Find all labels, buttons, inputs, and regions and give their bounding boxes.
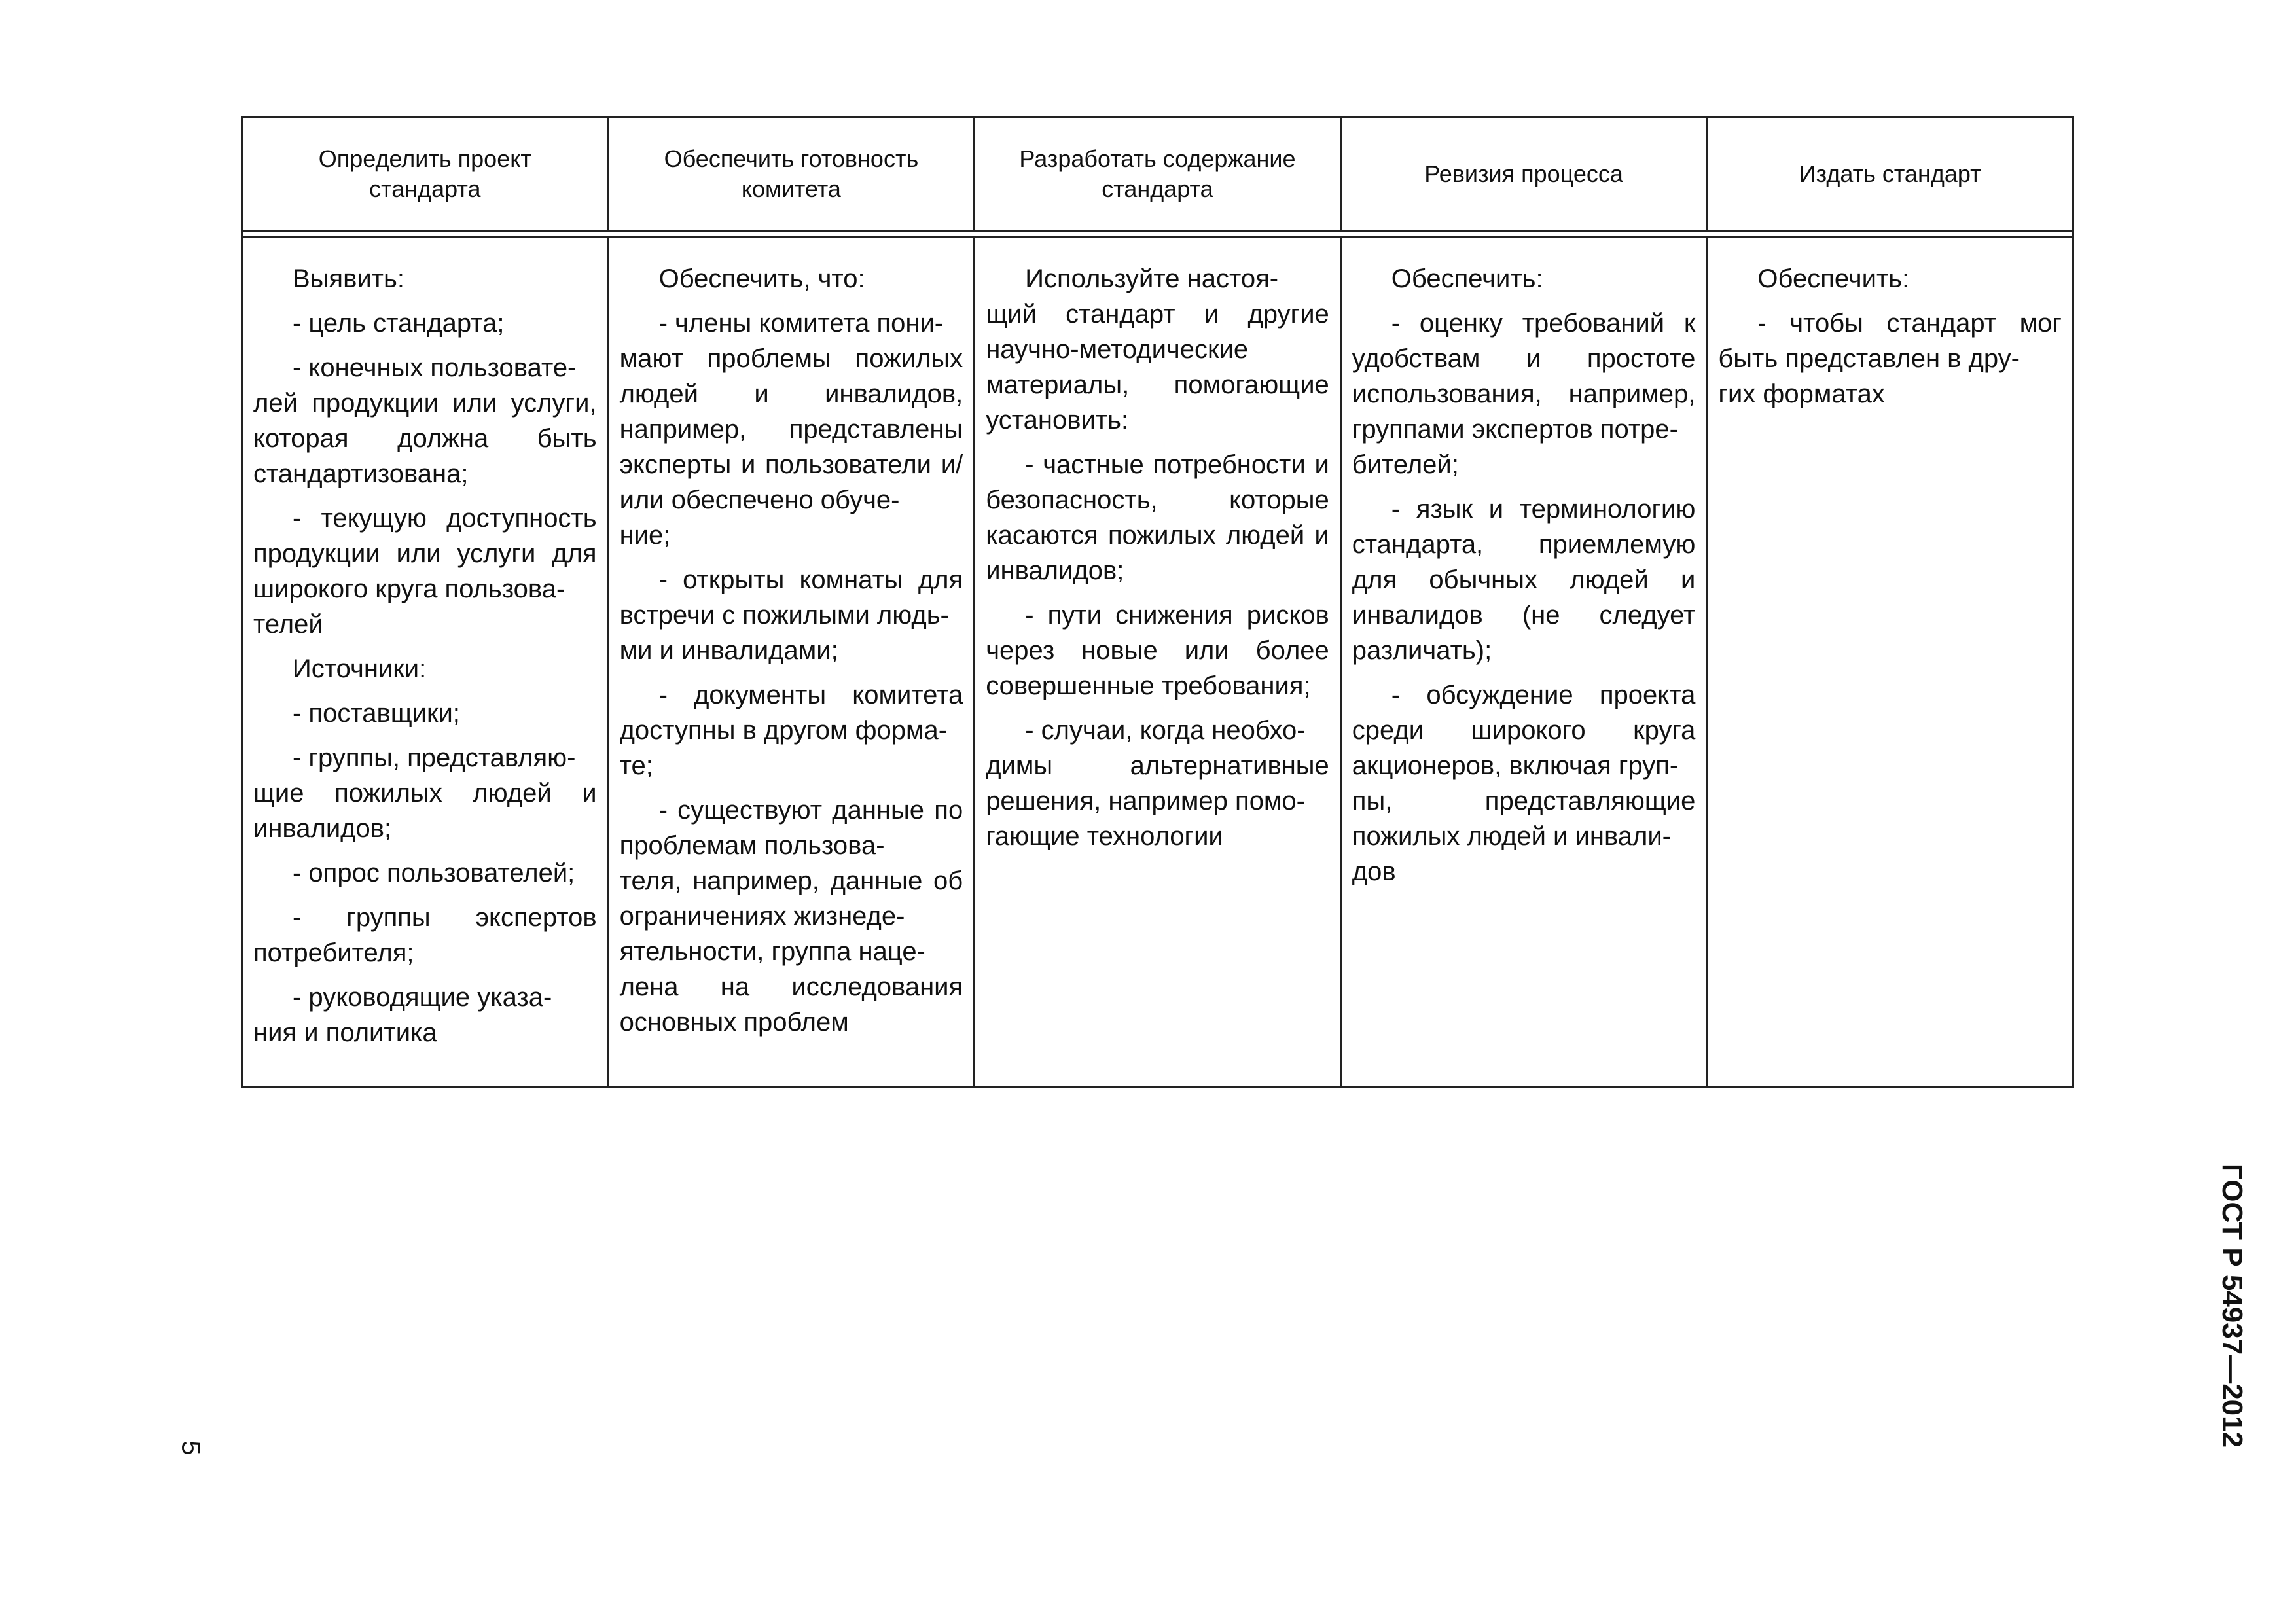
cell-paragraph: - существуют данные по проблемам пользова- теля, например, данные об ограничениях жизнеде- ятельности, группа наце- лена на исследования основных проблем (619, 796, 963, 1037)
header-cell (973, 118, 1340, 230)
cell-paragraph: - руководящие указа- ния и политика (253, 983, 552, 1047)
cell-paragraph: - поставщики; (293, 699, 460, 728)
header-text: Издать стандарт (1799, 160, 1981, 187)
cell-paragraph: Источники: (293, 654, 427, 683)
cell-paragraph: - язык и терминологию стандарта, приемлемую для обычных людей и инвалидов (не следует различать); (1352, 495, 1696, 665)
page-number: 5 (176, 1440, 206, 1455)
header-text: Обеспечить готовность комитета (664, 145, 919, 202)
body-cell (973, 238, 1340, 1086)
cell-paragraph: - случаи, когда необхо- димы альтернативные решения, например помо- гающие технологии (986, 716, 1329, 851)
cell-paragraph: - текущую доступность продукции или услуги для широкого круга пользова- телей (253, 504, 597, 639)
cell-paragraph: Выявить: (293, 264, 404, 293)
cell-paragraph: - открыты комнаты для встречи с пожилыми людь- ми и инвалидами; (619, 565, 963, 665)
body-cell (1340, 238, 1706, 1086)
header-cell (1340, 118, 1706, 230)
table-header-row (243, 118, 2072, 232)
requirements-table (241, 116, 2074, 1088)
body-cell (243, 238, 607, 1086)
header-double-rule (243, 232, 2072, 238)
cell-paragraph: - документы комитета доступны в другом форма- те; (619, 681, 963, 780)
cell-paragraph: Обеспечить: (1757, 264, 1910, 293)
cell-paragraph: - члены комитета пони- мают проблемы пожилых людей и инвалидов, например, представлены эксперты и пользователи и/или обеспечено обуче- ние; (619, 309, 963, 550)
header-cell (243, 118, 607, 230)
cell-paragraph: - группы экспертов потребителя; (253, 903, 597, 967)
cell-paragraph: - частные потребности и безопасность, которые касаются пожилых людей и инвалидов; (986, 450, 1329, 585)
cell-paragraph: - пути снижения рисков через новые или более совершенные требования; (986, 601, 1329, 700)
cell-paragraph: - группы, представляю- щие пожилых людей и инвалидов; (253, 743, 597, 843)
cell-paragraph: - обсуждение проекта среди широкого круга акционеров, включая груп- пы, представляющие пожилых людей и инвали- дов (1352, 681, 1696, 886)
header-text: Определить проект стандарта (318, 145, 531, 202)
cell-paragraph: Обеспечить: (1391, 264, 1543, 293)
cell-paragraph: - опрос пользователей; (293, 859, 575, 887)
cell-paragraph: - цель стандарта; (293, 309, 505, 338)
document-code: ГОСТ Р 54937—2012 (2216, 1163, 2248, 1448)
cell-paragraph: Обеспечить, что: (658, 264, 865, 293)
table-body-row (243, 238, 2072, 1086)
cell-paragraph: - оценку требований к удобствам и простоте использования, например, группами экспертов потре- бителей; (1352, 309, 1696, 479)
cell-paragraph: Используйте настоя- щий стандарт и другие научно-методические материалы, помогающие установить: (986, 264, 1329, 435)
header-text: Ревизия процесса (1424, 160, 1623, 187)
cell-paragraph: - конечных пользовате- лей продукции или услуги, которая должна быть стандартизована; (253, 353, 597, 488)
cell-paragraph: - чтобы стандарт мог быть представлен в дру- гих форматах (1718, 309, 2062, 408)
header-cell (607, 118, 974, 230)
body-cell (607, 238, 974, 1086)
header-cell (1706, 118, 2072, 230)
body-cell (1706, 238, 2072, 1086)
header-text: Разработать содержание стандарта (1019, 145, 1296, 202)
